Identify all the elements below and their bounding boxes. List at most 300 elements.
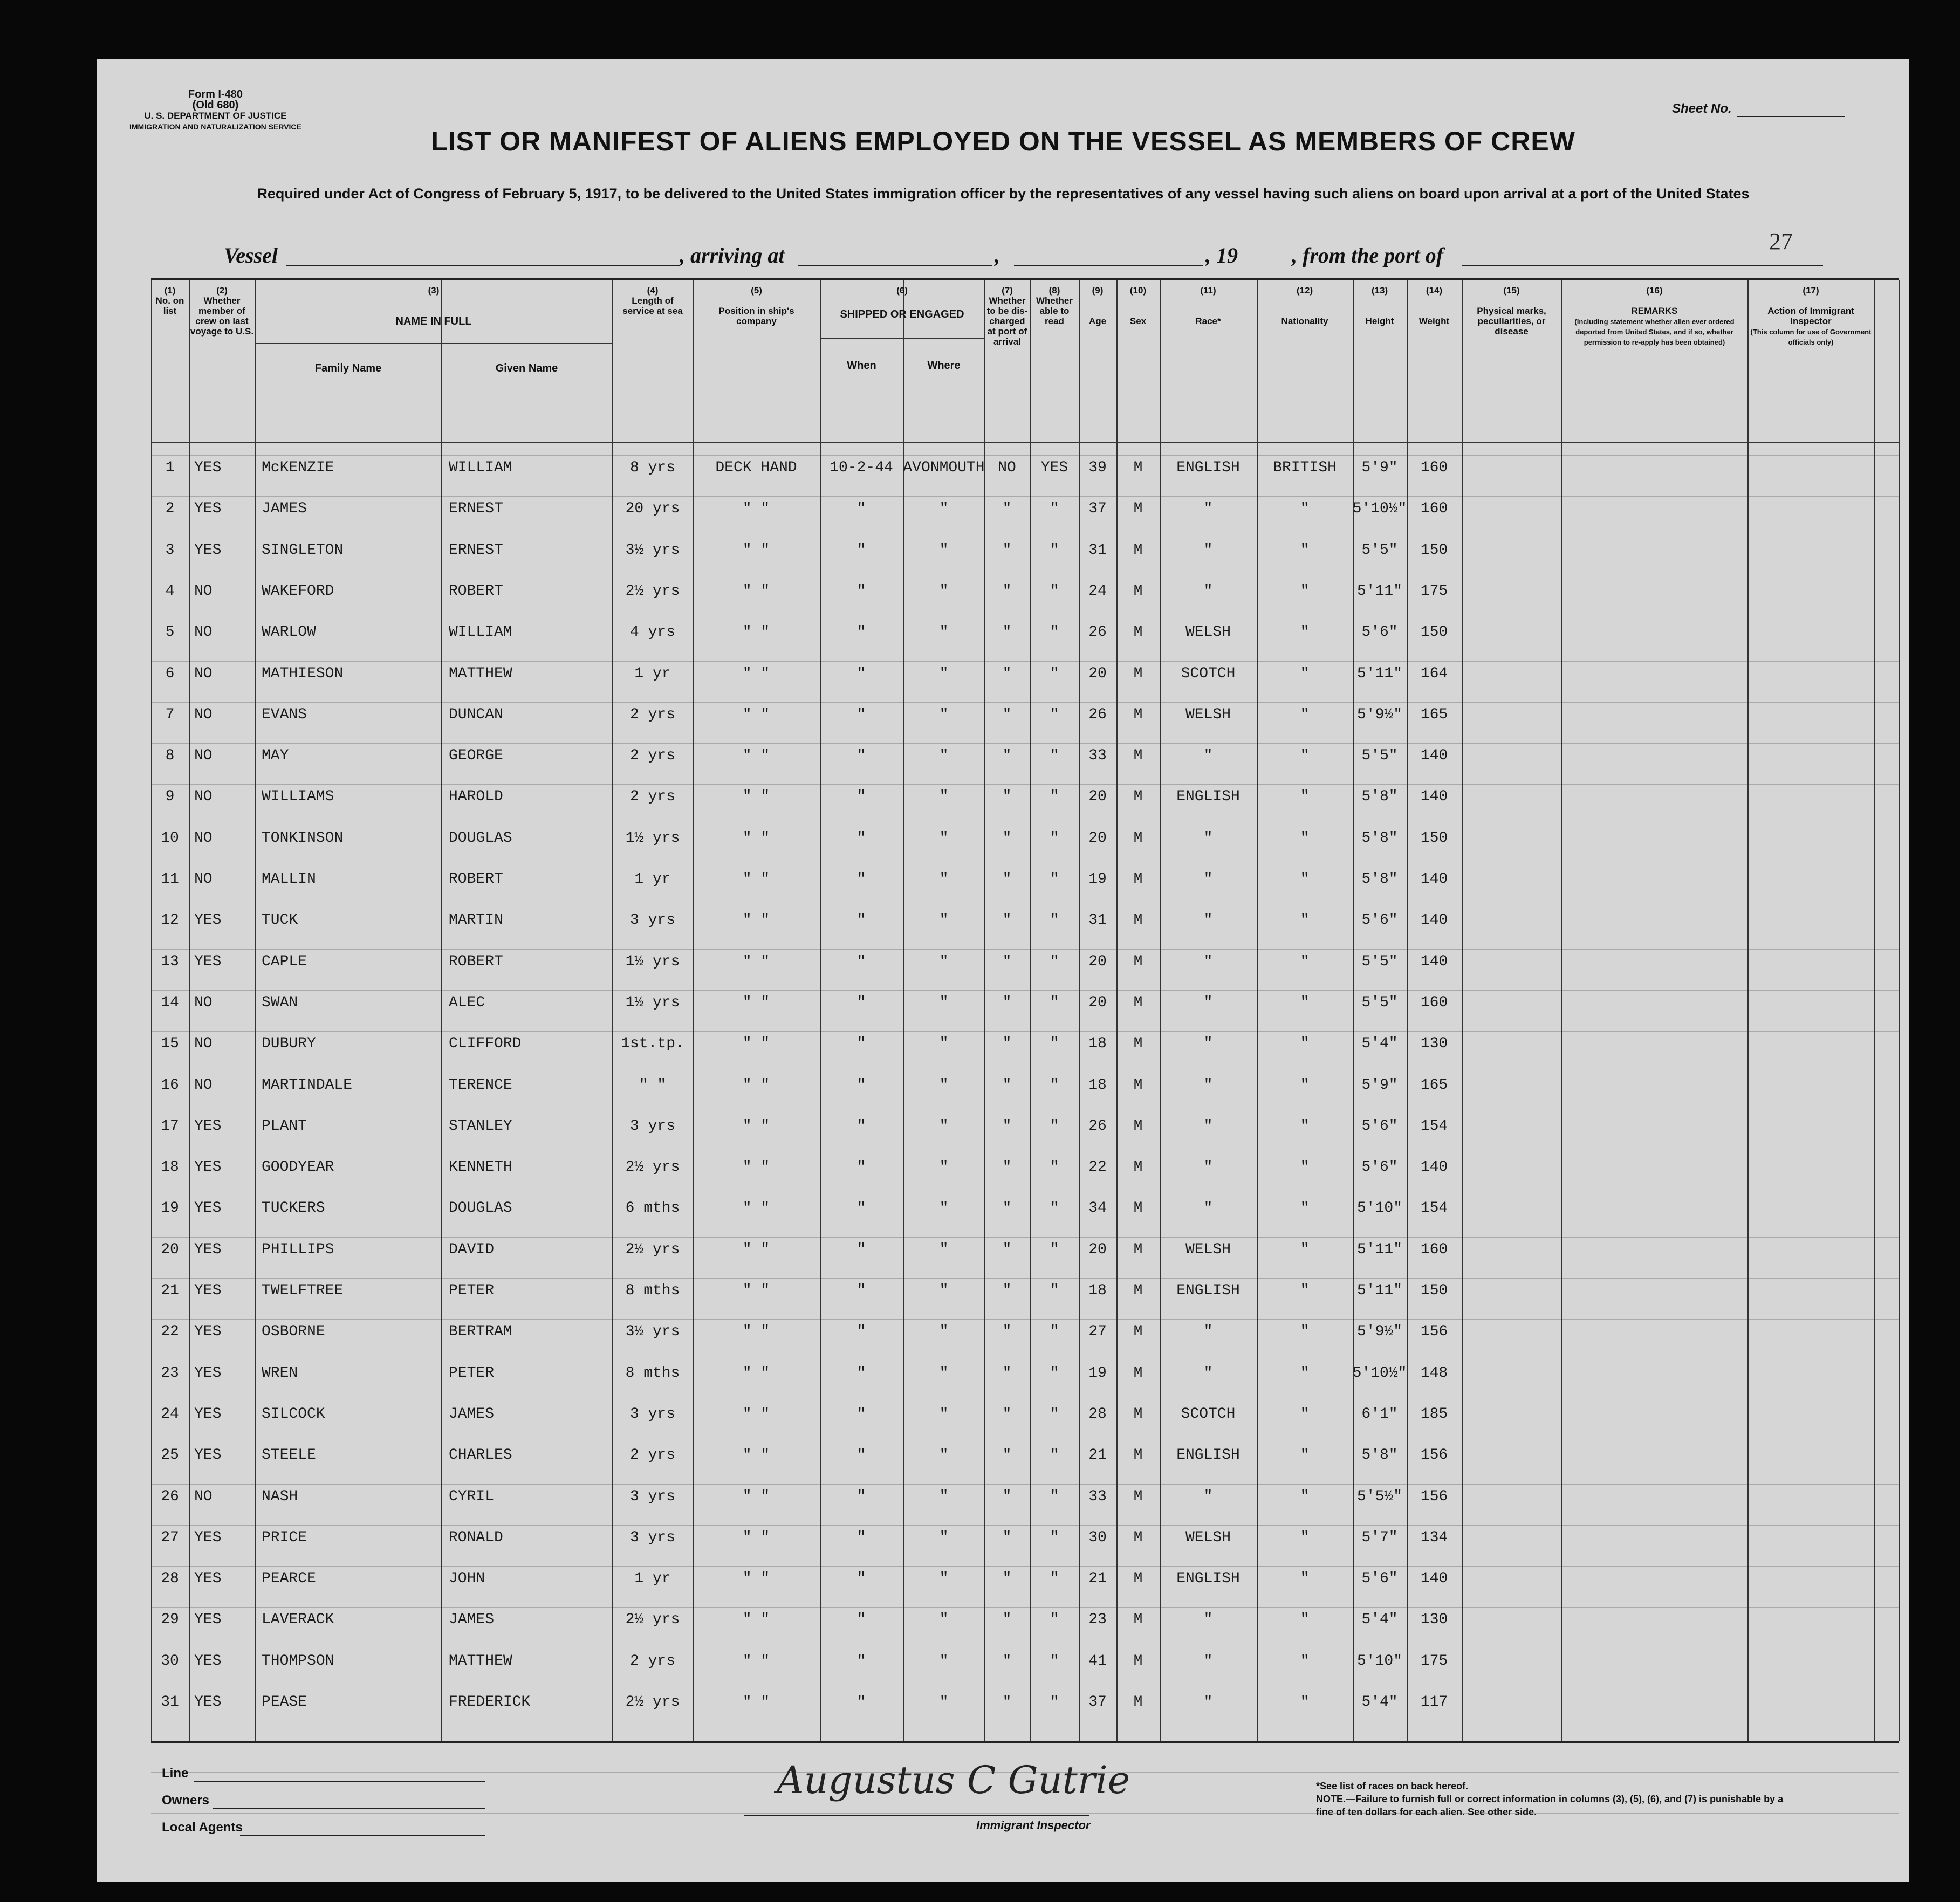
cell-service-length: 3 yrs [629, 912, 676, 929]
cell-family-name: CAPLE [262, 953, 307, 970]
cell-given-name: RONALD [449, 1529, 503, 1546]
cell-nationality: " [1300, 912, 1310, 929]
cell-last-voyage: YES [194, 1241, 222, 1258]
cell-race: " [1203, 1323, 1213, 1341]
cell-service-length: 2½ yrs [625, 1611, 680, 1629]
col11-number: (11) [1200, 285, 1216, 296]
cell-nationality: " [1300, 871, 1310, 888]
cell-discharged: " [1002, 912, 1012, 929]
cell-shipped-when: " [856, 953, 866, 970]
cell-shipped-when: " [856, 665, 866, 682]
cell-height: 5'11" [1356, 1241, 1403, 1258]
cell-row-number: 29 [161, 1611, 179, 1629]
cell-service-length: 8 mths [625, 1364, 680, 1382]
cell-age: 18 [1088, 1035, 1107, 1053]
cell-nationality: " [1300, 1611, 1310, 1629]
ruled-line [151, 1237, 1899, 1238]
cell-age: 26 [1088, 1117, 1107, 1135]
cell-height: 5'11" [1356, 582, 1403, 600]
cell-given-name: DOUGLAS [449, 1200, 512, 1217]
cell-height: 5'8" [1361, 871, 1398, 888]
cell-family-name: WARLOW [262, 624, 316, 641]
cell-shipped-when: " [856, 1035, 866, 1053]
cell-service-length: 3 yrs [629, 1488, 676, 1505]
cell-position: " " [742, 1159, 770, 1176]
cell-age: 23 [1088, 1611, 1107, 1629]
cell-given-name: GEORGE [449, 747, 503, 765]
cell-discharged: " [1002, 747, 1012, 765]
cell-discharged: " [1002, 1323, 1012, 1341]
cell-race: " [1203, 541, 1213, 559]
cell-last-voyage: NO [194, 788, 213, 806]
cell-shipped-where: " [939, 994, 949, 1011]
department: U. S. DEPARTMENT OF JUSTICE [144, 111, 287, 121]
cell-sex: M [1133, 1159, 1143, 1176]
cell-height: 5'5" [1361, 994, 1398, 1011]
cell-shipped-when: " [856, 994, 866, 1011]
col6-header: SHIPPED OR ENGAGED [840, 308, 964, 320]
manifest-sheet [97, 59, 1909, 1882]
cell-sex: M [1133, 1035, 1143, 1053]
cell-weight: 156 [1420, 1323, 1448, 1341]
cell-weight: 154 [1420, 1117, 1448, 1135]
cell-nationality: " [1300, 829, 1310, 847]
cell-height: 5'6" [1361, 1117, 1398, 1135]
cell-shipped-when: " [856, 1282, 866, 1299]
cell-shipped-where: " [939, 788, 949, 806]
cell-discharged: " [1002, 541, 1012, 559]
cell-service-length: 2½ yrs [625, 582, 680, 600]
cell-row-number: 15 [161, 1035, 179, 1053]
cell-discharged: " [1002, 1694, 1012, 1711]
cell-nationality: " [1300, 1364, 1310, 1382]
cell-shipped-where: " [939, 1611, 949, 1629]
cell-shipped-where: " [939, 1570, 949, 1588]
cell-discharged: " [1002, 665, 1012, 682]
cell-height: 5'5" [1361, 953, 1398, 970]
cell-height: 5'11" [1356, 1282, 1403, 1299]
cell-age: 33 [1088, 747, 1107, 765]
col9-header: Age [1088, 316, 1107, 326]
cell-age: 20 [1088, 665, 1107, 682]
cell-nationality: BRITISH [1273, 459, 1337, 476]
cell-age: 26 [1088, 624, 1107, 641]
cell-weight: 175 [1420, 1652, 1448, 1670]
cell-row-number: 17 [161, 1117, 179, 1135]
cell-race: WELSH [1185, 1529, 1231, 1546]
col14-number: (14) [1426, 285, 1443, 296]
from-port-label: , from the port of [1292, 243, 1444, 267]
cell-height: 5'10" [1356, 1200, 1403, 1217]
cell-race: ENGLISH [1176, 1570, 1240, 1588]
col15-number: (15) [1503, 285, 1520, 296]
col3-number: (3) [428, 285, 440, 296]
cell-race: " [1203, 1200, 1213, 1217]
inspector-signature: Augustus C Gutrie [777, 1758, 1130, 1802]
cell-weight: 150 [1420, 1282, 1448, 1299]
cell-shipped-where: " [939, 1282, 949, 1299]
cell-able-to-read: " [1050, 1117, 1059, 1135]
cell-last-voyage: NO [194, 1488, 213, 1505]
cell-height: 5'9½" [1356, 706, 1403, 723]
cell-sex: M [1133, 624, 1143, 641]
col4-header: Length of service at sea [622, 296, 683, 316]
cell-row-number: 12 [161, 912, 179, 929]
cell-position: " " [742, 1076, 770, 1094]
vessel-label: Vessel [224, 243, 278, 267]
cell-shipped-where: " [939, 1117, 949, 1135]
col14-header: Weight [1418, 316, 1450, 326]
cell-last-voyage: NO [194, 1076, 213, 1094]
cell-given-name: FREDERICK [449, 1694, 531, 1711]
col12-number: (12) [1296, 285, 1313, 296]
cell-able-to-read: " [1050, 788, 1059, 806]
cell-able-to-read: " [1050, 541, 1059, 559]
cell-service-length: 1st.tp. [621, 1035, 684, 1053]
cell-race: " [1203, 1488, 1213, 1505]
cell-shipped-where: " [939, 665, 949, 682]
cell-nationality: " [1300, 1652, 1310, 1670]
cell-race: ENGLISH [1176, 788, 1240, 806]
cell-height: 5'10½" [1352, 500, 1407, 518]
cell-race: ENGLISH [1176, 459, 1240, 476]
cell-shipped-when: " [856, 1200, 866, 1217]
cell-given-name: DOUGLAS [449, 829, 512, 847]
cell-sex: M [1133, 1447, 1143, 1464]
cell-height: 5'8" [1361, 1447, 1398, 1464]
cell-shipped-when: " [856, 1488, 866, 1505]
cell-able-to-read: " [1050, 1200, 1059, 1217]
cell-nationality: " [1300, 1076, 1310, 1094]
cell-family-name: MALLIN [262, 871, 316, 888]
cell-row-number: 9 [165, 788, 175, 806]
cell-nationality: " [1300, 953, 1310, 970]
cell-row-number: 2 [165, 500, 175, 518]
cell-family-name: NASH [262, 1488, 298, 1505]
date-line [1014, 265, 1203, 266]
cell-sex: M [1133, 912, 1143, 929]
service: IMMIGRATION AND NATURALIZATION SERVICE [129, 122, 301, 131]
cell-weight: 140 [1420, 1570, 1448, 1588]
cell-family-name: PEASE [262, 1694, 307, 1711]
cell-height: 5'5" [1361, 541, 1398, 559]
cell-given-name: ROBERT [449, 582, 503, 600]
cell-row-number: 6 [165, 665, 175, 682]
cell-sex: M [1133, 1570, 1143, 1588]
cell-weight: 165 [1420, 1076, 1448, 1094]
cell-given-name: MATTHEW [449, 1652, 512, 1670]
cell-able-to-read: " [1050, 1405, 1059, 1423]
cell-family-name: THOMPSON [262, 1652, 334, 1670]
cell-last-voyage: NO [194, 829, 213, 847]
cell-shipped-where: " [939, 1529, 949, 1546]
cell-age: 22 [1088, 1159, 1107, 1176]
ruled-line [151, 455, 1899, 456]
cell-family-name: SWAN [262, 994, 298, 1011]
ruled-line [151, 784, 1899, 785]
cell-given-name: MARTIN [449, 912, 503, 929]
cell-race: ENGLISH [1176, 1282, 1240, 1299]
cell-discharged: " [1002, 1200, 1012, 1217]
cell-position: " " [742, 1488, 770, 1505]
cell-row-number: 20 [161, 1241, 179, 1258]
cell-position: " " [742, 500, 770, 518]
cell-shipped-when: " [856, 1117, 866, 1135]
cell-weight: 140 [1420, 871, 1448, 888]
cell-shipped-when: " [856, 1159, 866, 1176]
cell-height: 5'11" [1356, 665, 1403, 682]
cell-position: " " [742, 665, 770, 682]
cell-sex: M [1133, 1282, 1143, 1299]
cell-able-to-read: " [1050, 994, 1059, 1011]
cell-age: 28 [1088, 1405, 1107, 1423]
cell-age: 18 [1088, 1282, 1107, 1299]
cell-service-length: 2 yrs [629, 1652, 676, 1670]
col1-header: No. on list [155, 296, 184, 316]
cell-height: 5'6" [1361, 624, 1398, 641]
cell-shipped-where: " [939, 1200, 949, 1217]
cell-race: " [1203, 912, 1213, 929]
cell-row-number: 25 [161, 1447, 179, 1464]
cell-position: " " [742, 1364, 770, 1382]
col1-number: (1) [164, 285, 176, 296]
cell-family-name: STEELE [262, 1447, 316, 1464]
cell-shipped-where: " [939, 1241, 949, 1258]
cell-race: " [1203, 1076, 1213, 1094]
cell-race: WELSH [1185, 624, 1231, 641]
owners-label: Owners [162, 1793, 210, 1808]
cell-sex: M [1133, 1405, 1143, 1423]
cell-given-name: HAROLD [449, 788, 503, 806]
cell-height: 5'6" [1361, 912, 1398, 929]
cell-nationality: " [1300, 1447, 1310, 1464]
cell-shipped-when: " [856, 912, 866, 929]
old-form-number: (Old 680) [192, 99, 239, 111]
sheet-number-label: Sheet No. [1672, 101, 1732, 116]
cell-row-number: 14 [161, 994, 179, 1011]
cell-position: " " [742, 747, 770, 765]
cell-able-to-read: " [1050, 1447, 1059, 1464]
cell-service-length: 2 yrs [629, 788, 676, 806]
ruled-line [151, 1278, 1899, 1279]
cell-nationality: " [1300, 1405, 1310, 1423]
cell-shipped-where: " [939, 541, 949, 559]
cell-sex: M [1133, 1611, 1143, 1629]
cell-shipped-when: " [856, 1241, 866, 1258]
cell-given-name: MATTHEW [449, 665, 512, 682]
cell-last-voyage: YES [194, 1652, 222, 1670]
cell-sex: M [1133, 541, 1143, 559]
cell-shipped-where: " [939, 500, 949, 518]
cell-family-name: MAY [262, 747, 289, 765]
cell-discharged: NO [998, 459, 1016, 476]
cell-sex: M [1133, 1488, 1143, 1505]
form-subtitle: Required under Act of Congress of February 5, 1917, to be delivered to the United States immigration officer by the representatives of any vessel having such aliens on board upon arrival at a port of the United States [257, 186, 1750, 202]
col10-header: Sex [1129, 316, 1147, 326]
cell-shipped-when: " [856, 1529, 866, 1546]
cell-row-number: 30 [161, 1652, 179, 1670]
cell-race: " [1203, 1611, 1213, 1629]
cell-height: 5'10½" [1352, 1364, 1407, 1382]
cell-height: 5'6" [1361, 1570, 1398, 1588]
cell-nationality: " [1300, 1694, 1310, 1711]
cell-able-to-read: " [1050, 582, 1059, 600]
cell-shipped-when: " [856, 541, 866, 559]
cell-weight: 160 [1420, 994, 1448, 1011]
cell-given-name: BERTRAM [449, 1323, 512, 1341]
cell-shipped-when: " [856, 582, 866, 600]
ruled-line [151, 1484, 1899, 1485]
cell-able-to-read: " [1050, 1652, 1059, 1670]
cell-shipped-where: " [939, 1652, 949, 1670]
cell-sex: M [1133, 1117, 1143, 1135]
cell-row-number: 13 [161, 953, 179, 970]
line-label: Line [162, 1766, 189, 1781]
cell-weight: 160 [1420, 1241, 1448, 1258]
cell-race: " [1203, 829, 1213, 847]
cell-height: 5'9" [1361, 459, 1398, 476]
cell-discharged: " [1002, 1405, 1012, 1423]
col15-header: Physical marks, peculiarities, or disease [1477, 306, 1546, 337]
ruled-line [151, 743, 1899, 744]
cell-row-number: 24 [161, 1405, 179, 1423]
cell-weight: 175 [1420, 582, 1448, 600]
col4-number: (4) [647, 285, 659, 296]
cell-last-voyage: YES [194, 500, 222, 518]
cell-given-name: TERENCE [449, 1076, 512, 1094]
cell-given-name: ROBERT [449, 953, 503, 970]
comma: , [995, 243, 1000, 267]
cell-shipped-when: " [856, 1694, 866, 1711]
cell-nationality: " [1300, 994, 1310, 1011]
cell-shipped-where: " [939, 912, 949, 929]
cell-race: " [1203, 1694, 1213, 1711]
cell-weight: 156 [1420, 1488, 1448, 1505]
cell-given-name: ERNEST [449, 500, 503, 518]
cell-weight: 130 [1420, 1035, 1448, 1053]
cell-position: " " [742, 788, 770, 806]
cell-position: " " [742, 953, 770, 970]
cell-position: " " [742, 1447, 770, 1464]
cell-position: " " [742, 1035, 770, 1053]
cell-shipped-where: " [939, 953, 949, 970]
cell-position: " " [742, 994, 770, 1011]
cell-weight: 150 [1420, 829, 1448, 847]
cell-sex: M [1133, 665, 1143, 682]
ruled-line [151, 949, 1899, 950]
col16-note: (Including statement whether alien ever ordered deported from United States, and if so, whether permission to re-apply has been obtained) [1574, 318, 1735, 346]
cell-service-length: 2 yrs [629, 1447, 676, 1464]
cell-race: ENGLISH [1176, 1447, 1240, 1464]
local-agents-label: Local Agents [162, 1820, 243, 1835]
cell-last-voyage: YES [194, 1117, 222, 1135]
cell-family-name: MATHIESON [262, 665, 344, 682]
cell-nationality: " [1300, 706, 1310, 723]
cell-weight: 156 [1420, 1447, 1448, 1464]
cell-shipped-where: " [939, 1488, 949, 1505]
cell-position: " " [742, 541, 770, 559]
cell-row-number: 26 [161, 1488, 179, 1505]
cell-family-name: PRICE [262, 1529, 307, 1546]
cell-race: WELSH [1185, 1241, 1231, 1258]
col3-family-header: Family Name [314, 362, 382, 374]
cell-age: 33 [1088, 1488, 1107, 1505]
cell-last-voyage: NO [194, 665, 213, 682]
cell-race: " [1203, 1117, 1213, 1135]
cell-last-voyage: YES [194, 912, 222, 929]
cell-service-length: 2½ yrs [625, 1159, 680, 1176]
cell-sex: M [1133, 1652, 1143, 1670]
col17-note: (This column for use of Government officials only) [1750, 328, 1872, 346]
col16-header: REMARKS [1631, 306, 1678, 316]
ruled-line [151, 1031, 1899, 1032]
cell-family-name: TUCKERS [262, 1200, 325, 1217]
cell-able-to-read: " [1050, 1364, 1059, 1382]
cell-age: 39 [1088, 459, 1107, 476]
cell-discharged: " [1002, 994, 1012, 1011]
cell-service-length: 1½ yrs [625, 994, 680, 1011]
col2-header: Whether member of crew on last voyage to U.S. [190, 296, 254, 337]
col3-given-header: Given Name [495, 362, 558, 374]
cell-row-number: 28 [161, 1570, 179, 1588]
cell-given-name: CHARLES [449, 1447, 512, 1464]
port-line [1462, 265, 1823, 266]
cell-nationality: " [1300, 541, 1310, 559]
col8-header: Whether able to read [1036, 296, 1073, 326]
cell-service-length: 4 yrs [629, 624, 676, 641]
cell-sex: M [1133, 1076, 1143, 1094]
cell-weight: 150 [1420, 541, 1448, 559]
cell-sex: M [1133, 871, 1143, 888]
cell-family-name: PEARCE [262, 1570, 316, 1588]
cell-able-to-read: " [1050, 1076, 1059, 1094]
cell-age: 34 [1088, 1200, 1107, 1217]
cell-shipped-where: " [939, 1076, 949, 1094]
cell-given-name: JAMES [449, 1611, 495, 1629]
cell-sex: M [1133, 1529, 1143, 1546]
page-number: 27 [1769, 228, 1793, 255]
cell-race: SCOTCH [1181, 1405, 1236, 1423]
cell-age: 21 [1088, 1447, 1107, 1464]
cell-position: " " [742, 871, 770, 888]
col6-number: (6) [896, 285, 908, 296]
cell-shipped-when: " [856, 788, 866, 806]
cell-age: 20 [1088, 953, 1107, 970]
cell-given-name: WILLIAM [449, 459, 512, 476]
cell-shipped-when: " [856, 624, 866, 641]
cell-service-length: 3 yrs [629, 1405, 676, 1423]
penalty-note: NOTE.—Failure to furnish full or correct information in columns (3), (5), (6), and (7) is punishable by a fine of ten dollars for each alien. See other side. [1316, 1794, 1784, 1817]
cell-service-length: 6 mths [625, 1200, 680, 1217]
cell-weight: 165 [1420, 706, 1448, 723]
cell-row-number: 19 [161, 1200, 179, 1217]
cell-able-to-read: " [1050, 1159, 1059, 1176]
cell-family-name: WREN [262, 1364, 298, 1382]
cell-last-voyage: NO [194, 994, 213, 1011]
cell-service-length: 1½ yrs [625, 953, 680, 970]
cell-age: 18 [1088, 1076, 1107, 1094]
cell-last-voyage: NO [194, 706, 213, 723]
cell-last-voyage: YES [194, 541, 222, 559]
cell-able-to-read: " [1050, 1570, 1059, 1588]
cell-position: " " [742, 829, 770, 847]
col13-number: (13) [1371, 285, 1388, 296]
cell-discharged: " [1002, 1488, 1012, 1505]
cell-given-name: DAVID [449, 1241, 495, 1258]
cell-age: 31 [1088, 541, 1107, 559]
cell-able-to-read: " [1050, 1282, 1059, 1299]
cell-shipped-where: " [939, 747, 949, 765]
